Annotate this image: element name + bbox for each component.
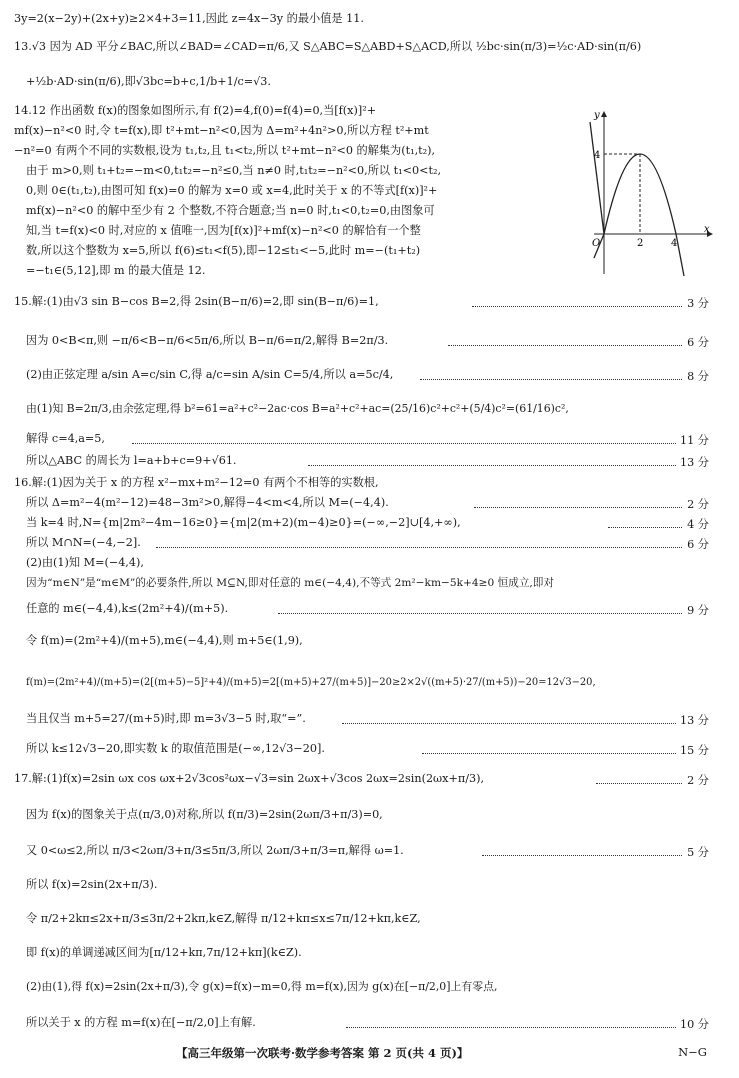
leader-dots	[422, 753, 676, 754]
text-line: 所以 M∩N=(−4,−2].	[26, 536, 141, 549]
text-line: 任意的 m∈(−4,4),k≤(2m²+4)/(m+5).	[26, 602, 229, 615]
text-line: (2)由正弦定理 a/sin A=c/sin C,得 a/c=sin A/sin C=5/4,所以 a=5c/4,	[26, 368, 394, 381]
score-mark: 11 分	[680, 434, 709, 447]
text-line: 又 0<ω≤2,所以 π/3<2ωπ/3+π/3≤5π/3,所以 2ωπ/3+π/3=π,解得 ω=1.	[26, 844, 404, 857]
score-mark: 13 分	[680, 714, 709, 727]
text-line: =−t₁∈(5,12],即 m 的最大值是 12.	[26, 264, 206, 277]
score-mark: 6 分	[687, 336, 709, 349]
leader-dots	[482, 855, 682, 856]
score-mark: 15 分	[680, 744, 709, 757]
leader-dots	[278, 613, 682, 614]
text-line: mf(x)−n²<0 的解中至少有 2 个整数,不符合题意;当 n=0 时,t₁<0,t₂=0,由图象可	[26, 204, 435, 217]
text-line: 14.12 作出函数 f(x)的图象如图所示,有 f(2)=4,f(0)=f(4)=0,当[f(x)]²+	[14, 104, 377, 117]
leader-dots	[132, 443, 676, 444]
score-mark: 9 分	[687, 604, 709, 617]
parabola-curve	[604, 154, 684, 276]
text-line: 知,当 t=f(x)<0 时,对应的 x 值唯一,因为[f(x)]²+mf(x)−n²<0 的解恰有一个整	[26, 224, 421, 237]
text-line: 令 f(m)=(2m²+4)/(m+5),m∈(−4,4),则 m+5∈(1,9),	[26, 634, 303, 647]
score-mark: 2 分	[687, 498, 709, 511]
text-line: 所以△ABC 的周长为 l=a+b+c=9+√61.	[26, 454, 237, 467]
text-line: 所以 f(x)=2sin(2x+π/3).	[26, 878, 158, 891]
y-axis-label: y	[594, 110, 600, 121]
text-line: 因为 f(x)的图象关于点(π/3,0)对称,所以 f(π/3)=2sin(2ωπ/3+π/3)=0,	[26, 808, 383, 821]
leader-dots	[448, 345, 682, 346]
leader-dots	[608, 527, 682, 528]
text-line: 16.解:(1)因为关于 x 的方程 x²−mx+m²−12=0 有两个不相等的实数根,	[14, 476, 379, 489]
text-line: 由(1)知 B=2π/3,由余弦定理,得 b²=61=a²+c²−2ac·cos B=a²+c²+ac=(25/16)c²+c²+(5/4)c²=(61/16)c²,	[26, 402, 569, 415]
text-line: (2)由(1)知 M=(−4,4),	[26, 556, 144, 569]
tick-y-4: 4	[594, 150, 601, 161]
text-line: 所以 k≤12√3−20,即实数 k 的取值范围是(−∞,12√3−20].	[26, 742, 325, 755]
tick-x-4: 4	[671, 238, 678, 249]
x-axis-label: x	[704, 224, 710, 235]
text-line: 当且仅当 m+5=27/(m+5)时,即 m=3√3−5 时,取“=”.	[26, 712, 306, 725]
tick-x-2: 2	[637, 238, 644, 249]
leader-dots	[308, 465, 676, 466]
score-mark: 13 分	[680, 456, 709, 469]
text-line: 因为“m∈N”是“m∈M”的必要条件,所以 M⊆N,即对任意的 m∈(−4,4),不等式 2m²−km−5k+4≥0 恒成立,即对	[26, 577, 554, 589]
text-line: 令 π/2+2kπ≤2x+π/3≤3π/2+2kπ,k∈Z,解得 π/12+kπ≤x≤7π/12+kπ,k∈Z,	[26, 912, 421, 925]
score-mark: 10 分	[680, 1018, 709, 1031]
text-line: +½b·AD·sin(π/6),即√3bc=b+c,1/b+1/c=√3.	[26, 75, 271, 88]
score-mark: 4 分	[687, 518, 709, 531]
leader-dots	[596, 783, 682, 784]
text-line: 3y=2(x−2y)+(2x+y)≥2×4+3=11,因此 z=4x−3y 的最小值是 11.	[14, 12, 364, 25]
left-line	[590, 122, 604, 234]
text-line: 数,所以这个整数为 x=5,所以 f(6)≤t₁<f(5),即−12≤t₁<−5,此时 m=−(t₁+t₂)	[26, 244, 421, 257]
text-line: 解得 c=4,a=5,	[26, 432, 105, 445]
score-mark: 3 分	[687, 297, 709, 310]
leader-dots	[420, 379, 682, 380]
footer-title: 【高三年级第一次联考·数学参考答案 第 2 页(共 4 页)】	[176, 1046, 469, 1060]
text-line: mf(x)−n²<0 时,令 t=f(x),即 t²+mt−n²<0,因为 Δ=m²+4n²>0,所以方程 t²+mt	[14, 124, 429, 137]
function-graph	[588, 108, 714, 278]
text-line: (2)由(1),得 f(x)=2sin(2x+π/3),令 g(x)=f(x)−m=0,得 m=f(x),因为 g(x)在[−π/2,0]上有零点,	[26, 980, 498, 993]
leader-dots	[156, 547, 682, 548]
score-mark: 5 分	[687, 846, 709, 859]
text-line: 所以 Δ=m²−4(m²−12)=48−3m²>0,解得−4<m<4,所以 M=(−4,4).	[26, 496, 389, 509]
text-line: f(m)=(2m²+4)/(m+5)=(2[(m+5)−5]²+4)/(m+5)=2[(m+5)+27/(m+5)]−20≥2×2√((m+5)·27/(m+5))−20=12√3−20,	[26, 677, 596, 688]
score-mark: 2 分	[687, 774, 709, 787]
leader-dots	[342, 723, 676, 724]
text-line: 17.解:(1)f(x)=2sin ωx cos ωx+2√3cos²ωx−√3=sin 2ωx+√3cos 2ωx=2sin(2ωx+π/3),	[14, 772, 485, 785]
text-line: 因为 0<B<π,则 −π/6<B−π/6<5π/6,所以 B−π/6=π/2,解得 B=2π/3.	[26, 334, 389, 347]
score-mark: 6 分	[687, 538, 709, 551]
text-line: −n²=0 有两个不同的实数根,设为 t₁,t₂,且 t₁<t₂,所以 t²+mt−n²<0 的解集为(t₁,t₂),	[14, 144, 436, 157]
text-line: 由于 m>0,则 t₁+t₂=−m<0,t₁t₂=−n²≤0,当 n≠0 时,t₁t₂=−n²<0,所以 t₁<0<t₂,	[26, 164, 442, 177]
leader-dots	[472, 306, 682, 307]
text-line: 即 f(x)的单调递减区间为[π/12+kπ,7π/12+kπ](k∈Z).	[26, 946, 302, 959]
leader-dots	[346, 1027, 676, 1028]
footer-code: N−G	[678, 1045, 707, 1059]
text-line: 所以关于 x 的方程 m=f(x)在[−π/2,0]上有解.	[26, 1016, 256, 1029]
score-mark: 8 分	[687, 370, 709, 383]
text-line: 13.√3 因为 AD 平分∠BAC,所以∠BAD=∠CAD=π/6,又 S△ABC=S△ABD+S△ACD,所以 ½bc·sin(π/3)=½c·AD·sin(π/6)	[14, 40, 642, 53]
text-line: 当 k=4 时,N={m|2m²−4m−16≥0}={m|2(m+2)(m−4)≥0}=(−∞,−2]∪[4,+∞),	[26, 516, 461, 529]
origin-label: O	[592, 238, 601, 249]
leader-dots	[474, 507, 682, 508]
text-line: 15.解:(1)由√3 sin B−cos B=2,得 2sin(B−π/6)=2,即 sin(B−π/6)=1,	[14, 295, 379, 308]
text-line: 0,则 0∈(t₁,t₂),由图可知 f(x)=0 的解为 x=0 或 x=4,此时关于 x 的不等式[f(x)]²+	[26, 184, 438, 197]
